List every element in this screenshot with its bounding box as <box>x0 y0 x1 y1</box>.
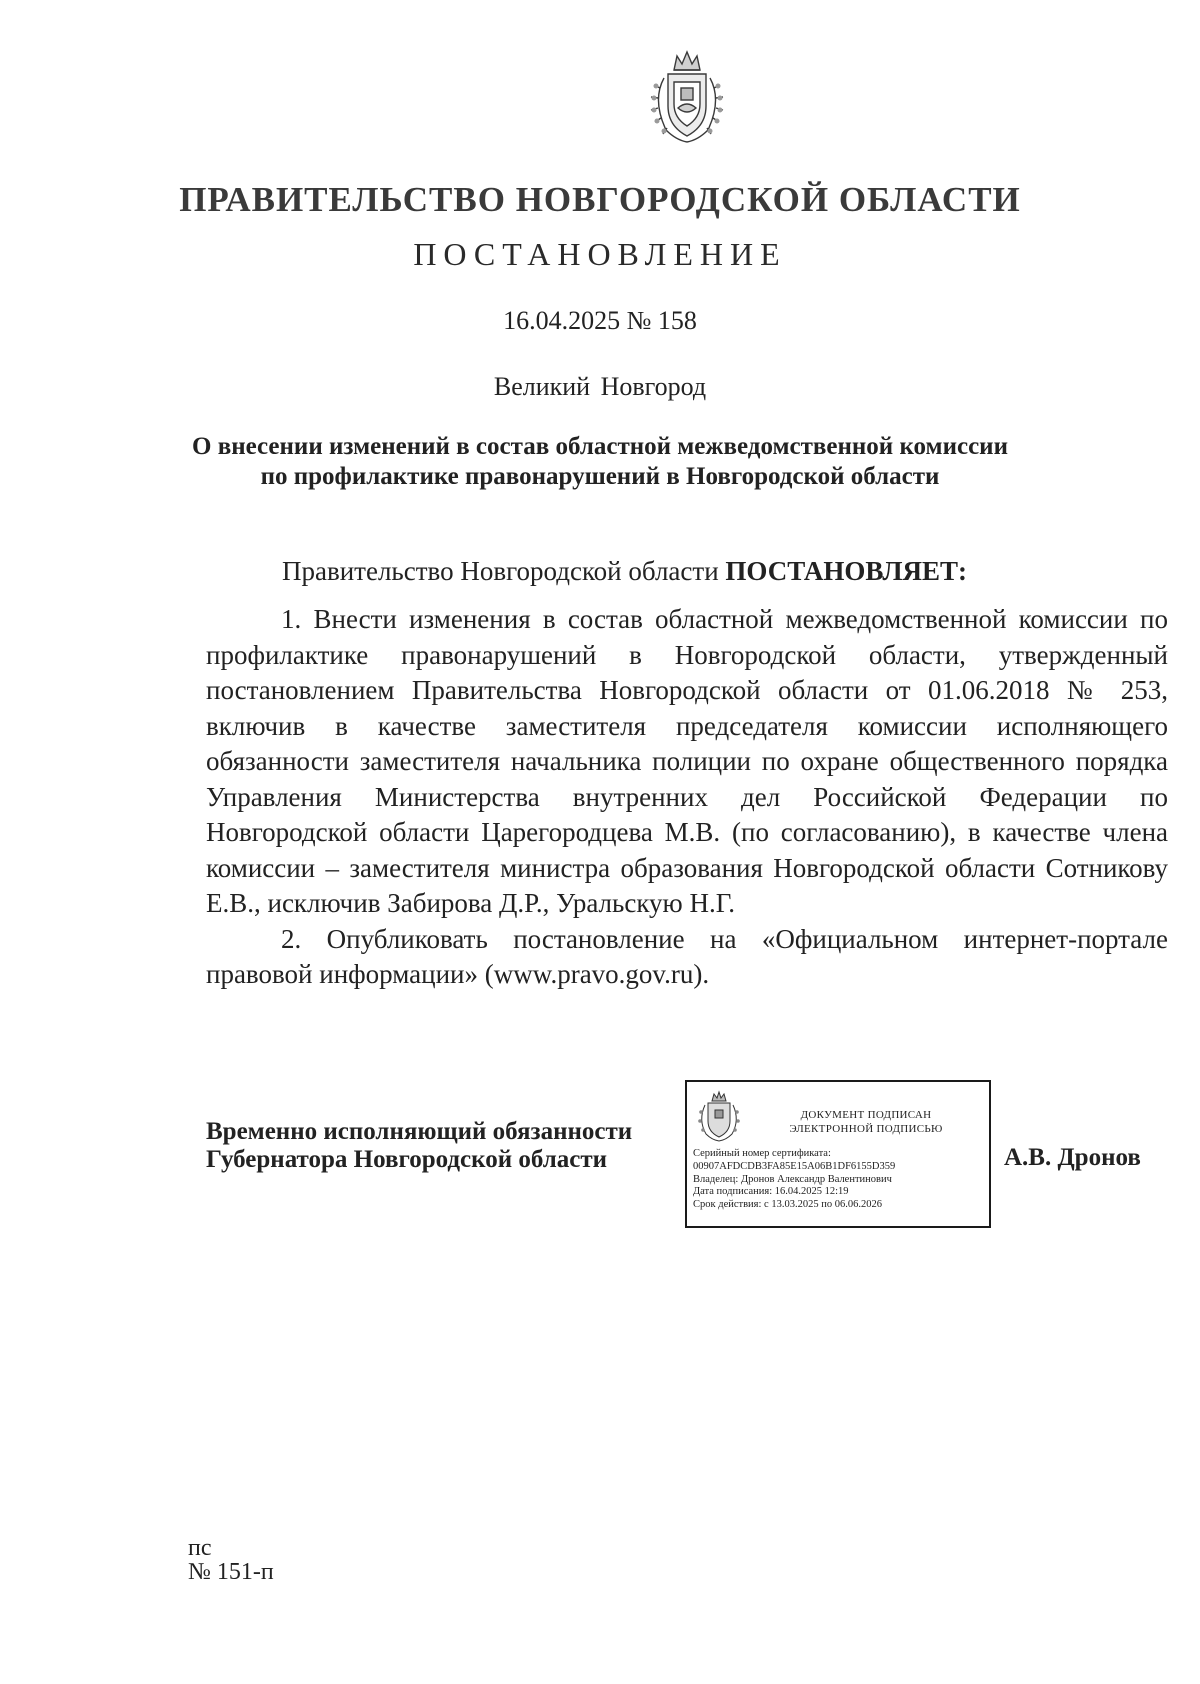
document-body <box>206 602 1168 993</box>
document-title-line: по профилактике правонарушений в Новгородской области <box>260 463 940 490</box>
resolution-intro <box>282 556 967 587</box>
stamp-cert-label: Серийный номер сертификата: <box>693 1148 831 1159</box>
signatory-position-line: Губернатора Новгородской области <box>206 1146 608 1173</box>
footer-line: пс <box>188 1535 212 1561</box>
body-paragraph: 2. Опубликовать постановление на «Официальном интернет-портале правовой информации» (www.pravo.gov.ru). <box>206 923 1168 989</box>
signatory-name: А.В. Дронов <box>1004 1144 1141 1171</box>
stamp-owner: Владелец: Дронов Александр Валентинович <box>693 1173 892 1185</box>
coat-of-arms-icon <box>695 1090 743 1142</box>
intro-text: Правительство Новгородской области <box>282 556 726 586</box>
stamp-validity: Срок действия: с 13.03.2025 по 06.06.2026 <box>693 1199 882 1211</box>
stamp-signed-date: Дата подписания: 16.04.2025 12:19 <box>693 1186 849 1198</box>
stamp-cert-serial: 00907AFDCDB3FA85E15A06B1DF6155D359 <box>693 1160 896 1172</box>
intro-keyword: ПОСТАНОВЛЯЕТ: <box>725 556 967 586</box>
document-type: ПОСТАНОВЛЕНИЕ <box>413 236 787 272</box>
stamp-details <box>693 1148 895 1212</box>
document-title <box>0 432 1200 492</box>
coat-of-arms-icon <box>644 48 730 144</box>
signatory-position-line: Временно исполняющий обязанности <box>206 1118 633 1145</box>
document-date-number: 16.04.2025 № 158 <box>503 306 697 335</box>
stamp-heading-line: ЭЛЕКТРОННОЙ ПОДПИСЬЮ <box>789 1123 943 1135</box>
stamp-heading-line: ДОКУМЕНТ ПОДПИСАН <box>800 1109 932 1121</box>
stamp-heading <box>747 1108 985 1136</box>
document-city: Великий Новгород <box>493 372 707 401</box>
document-footer <box>188 1536 274 1584</box>
signatory-position <box>206 1118 632 1174</box>
org-name: ПРАВИТЕЛЬСТВО НОВГОРОДСКОЙ ОБЛАСТИ <box>179 180 1021 219</box>
electronic-signature-stamp <box>685 1080 991 1228</box>
body-paragraph: 1. Внести изменения в состав областной межведомственной комиссии по профилактике правонарушений в Новгородской области, утвержденный постановлением Правительства Новгородской области от 01.06.2018 № 253, включив в качестве заместителя председателя комиссии исполняющего обязанности заместителя начальника полиции по охране общественного порядка Управления Министерства внутренних дел Российской Федерации по Новгородской области Царегородцева М.В. (по согласованию), в качестве члена комиссии – заместителя министра образования Новгородской области Сотникову Е.В., исключив Забирова Д.Р., Уральскую Н.Г. <box>206 604 1168 918</box>
footer-line: № 151-п <box>188 1559 274 1585</box>
document-title-line: О внесении изменений в состав областной межведомственной комиссии <box>192 433 1008 460</box>
